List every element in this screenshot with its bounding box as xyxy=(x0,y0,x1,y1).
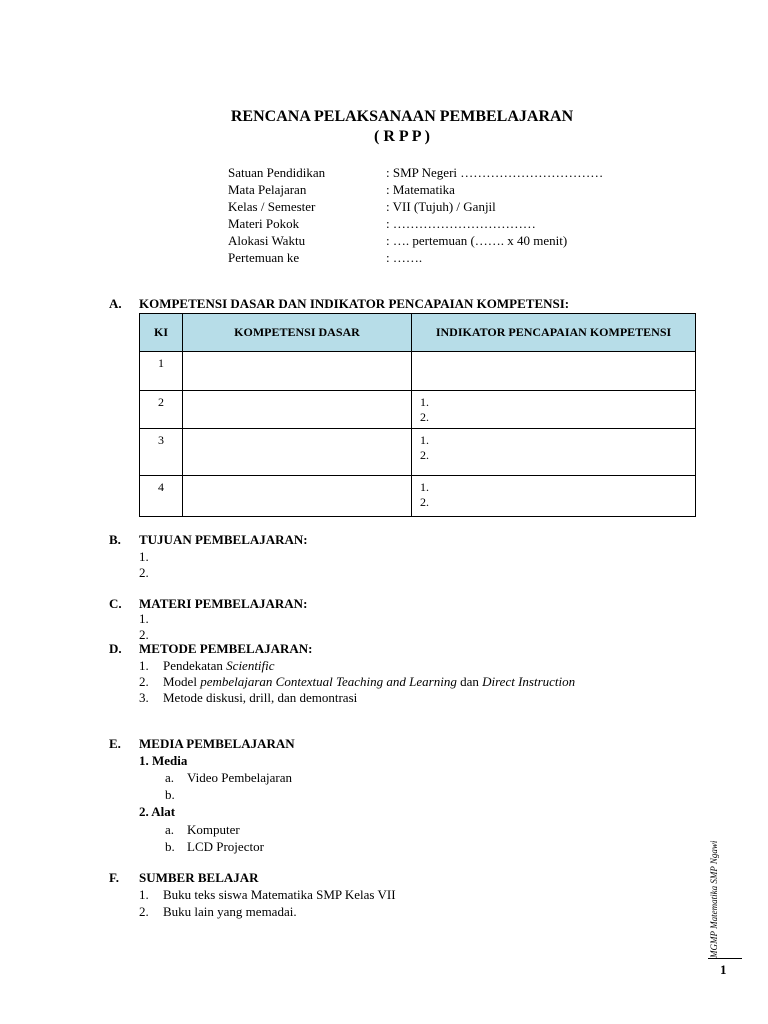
section-title: TUJUAN PEMBELAJARAN: xyxy=(139,532,308,547)
indicator-line: 1. xyxy=(420,480,429,494)
section-title: KOMPETENSI DASAR DAN INDIKATOR PENCAPAIAN KOMPETENSI: xyxy=(139,296,570,311)
item-text: LCD Projector xyxy=(187,839,264,854)
ki-cell: 3 xyxy=(140,429,183,476)
item-number: 2. xyxy=(139,674,149,689)
table-row xyxy=(140,476,696,517)
section-e-heading xyxy=(109,736,295,752)
identity-block xyxy=(228,164,603,266)
section-c-heading xyxy=(109,596,307,612)
indicator-line: 1. xyxy=(420,433,429,447)
list-item xyxy=(165,839,264,855)
table-header-row xyxy=(140,314,696,352)
list-item xyxy=(165,787,187,803)
column-header-indicator: INDIKATOR PENCAPAIAN KOMPETENSI xyxy=(412,314,696,352)
identity-value: : Matematika xyxy=(386,182,455,197)
identity-label: Mata Pelajaran xyxy=(228,182,307,197)
item-number: 2. xyxy=(139,904,149,919)
item-letter: b. xyxy=(165,839,175,854)
item-letter: b. xyxy=(165,787,175,802)
section-letter: C. xyxy=(109,596,122,611)
section-d-heading xyxy=(109,641,312,657)
item-text-italic: Scientific xyxy=(226,658,275,673)
identity-label: Satuan Pendidikan xyxy=(228,165,326,180)
ki-cell: 1 xyxy=(140,352,183,391)
side-footer-text: MGMP Matematika SMP Ngawi xyxy=(709,840,719,958)
section-title: SUMBER BELAJAR xyxy=(139,870,259,885)
list-item: 2. xyxy=(139,627,149,642)
item-text: Model xyxy=(163,674,201,689)
section-letter: D. xyxy=(109,641,122,656)
kd-cell xyxy=(183,391,412,429)
competency-table xyxy=(139,313,696,517)
table-row xyxy=(140,429,696,476)
kd-cell xyxy=(183,429,412,476)
item-text: dan xyxy=(456,674,483,689)
identity-value: : VII (Tujuh) / Ganjil xyxy=(386,199,496,214)
media-subheading: 1. Media xyxy=(139,753,188,768)
section-title: MATERI PEMBELAJARAN: xyxy=(139,596,308,611)
list-item xyxy=(139,674,575,690)
section-a-heading xyxy=(109,296,569,312)
table-row xyxy=(140,352,696,391)
list-item xyxy=(139,904,297,920)
item-text: Metode diskusi, drill, dan demontrasi xyxy=(163,690,358,705)
item-number: 1. xyxy=(139,887,149,902)
identity-value: : SMP Negeri …………………………… xyxy=(386,165,604,180)
section-letter: E. xyxy=(109,736,121,751)
item-number: 1. xyxy=(139,658,149,673)
kd-cell xyxy=(183,352,412,391)
section-f-heading xyxy=(109,870,259,886)
section-b-heading xyxy=(109,532,308,548)
indicator-cell xyxy=(412,429,696,476)
list-item xyxy=(139,887,396,903)
item-text: Video Pembelajaran xyxy=(187,770,292,785)
identity-value: : …. pertemuan (……. x 40 menit) xyxy=(386,233,568,248)
identity-label: Alokasi Waktu xyxy=(228,233,306,248)
list-item xyxy=(165,822,240,838)
indicator-line: 2. xyxy=(420,410,429,424)
identity-row xyxy=(228,249,603,266)
section-letter: F. xyxy=(109,870,119,885)
section-letter: B. xyxy=(109,532,121,547)
item-letter: a. xyxy=(165,822,175,837)
identity-row xyxy=(228,215,603,232)
identity-label: Materi Pokok xyxy=(228,216,300,231)
document-title: RENCANA PELAKSANAAN PEMBELAJARAN xyxy=(230,108,574,125)
item-number: 3. xyxy=(139,690,149,705)
document-subtitle: ( R P P ) xyxy=(374,128,430,145)
identity-value: : …………………………… xyxy=(386,216,536,231)
identity-row xyxy=(228,198,603,215)
column-header-ki: KI xyxy=(140,314,183,352)
identity-row xyxy=(228,232,603,249)
ki-cell: 2 xyxy=(140,391,183,429)
table-row xyxy=(140,391,696,429)
indicator-cell xyxy=(412,476,696,517)
item-text: Pendekatan xyxy=(163,658,227,673)
section-title: MEDIA PEMBELAJARAN xyxy=(139,736,295,751)
item-text: Buku lain yang memadai. xyxy=(163,904,297,919)
section-title: METODE PEMBELAJARAN: xyxy=(139,641,313,656)
item-text: Komputer xyxy=(187,822,240,837)
list-item xyxy=(139,690,357,706)
alat-subheading: 2. Alat xyxy=(139,804,176,819)
indicator-line: 2. xyxy=(420,448,429,462)
page-number: 1 xyxy=(720,962,727,977)
indicator-cell xyxy=(412,391,696,429)
identity-row xyxy=(228,181,603,198)
identity-label: Kelas / Semester xyxy=(228,199,316,214)
identity-row xyxy=(228,164,603,181)
list-item xyxy=(139,658,275,674)
item-text-italic: pembelajaran Contextual Teaching and Learning xyxy=(200,674,457,689)
item-letter: a. xyxy=(165,770,175,785)
indicator-line: 2. xyxy=(420,495,429,509)
page-number-divider xyxy=(708,958,742,959)
list-item: 2. xyxy=(139,565,149,580)
item-text-italic: Direct Instruction xyxy=(482,674,576,689)
kd-cell xyxy=(183,476,412,517)
identity-label: Pertemuan ke xyxy=(228,250,300,265)
item-text: Buku teks siswa Matematika SMP Kelas VII xyxy=(163,887,396,902)
identity-value: : ……. xyxy=(386,250,423,265)
section-letter: A. xyxy=(109,296,122,311)
indicator-cell xyxy=(412,352,696,391)
list-item: 1. xyxy=(139,549,149,564)
column-header-kd: KOMPETENSI DASAR xyxy=(183,314,412,352)
ki-cell: 4 xyxy=(140,476,183,517)
list-item: 1. xyxy=(139,611,149,626)
indicator-line: 1. xyxy=(420,395,429,409)
list-item xyxy=(165,770,292,786)
